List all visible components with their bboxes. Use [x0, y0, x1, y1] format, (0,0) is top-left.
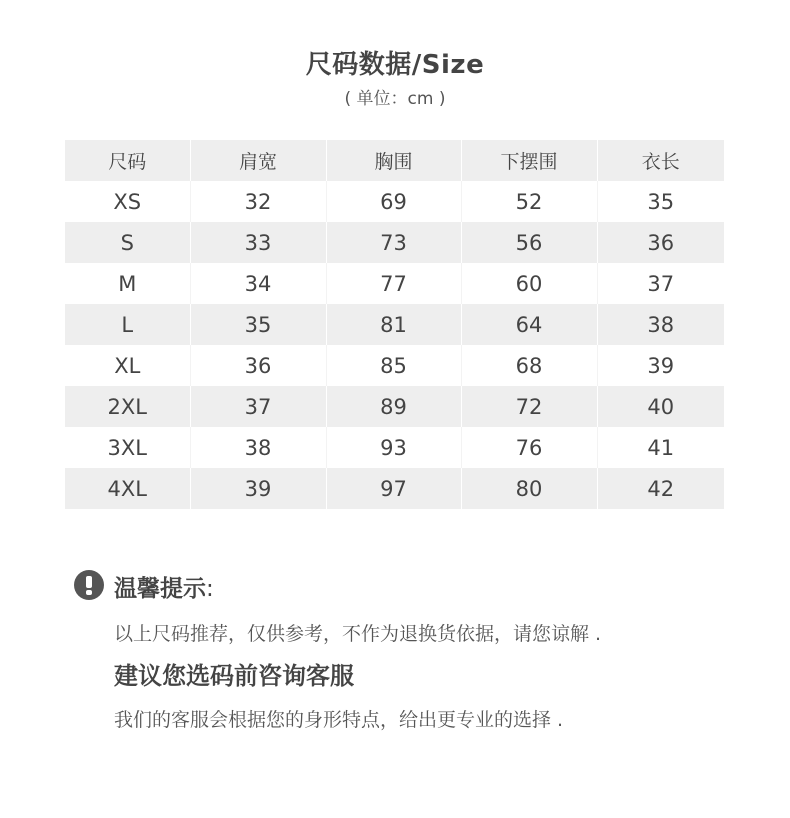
table-cell: 38 — [597, 304, 724, 345]
notice-line-1: 以上尺码推荐，仅供参考，不作为退换货依据，请您谅解 . — [114, 623, 602, 645]
table-cell: 42 — [597, 468, 724, 509]
size-table — [65, 140, 724, 509]
table-header-row — [65, 140, 724, 181]
table-cell: 4XL — [65, 468, 190, 509]
column-header-shoulder: 肩宽 — [190, 140, 326, 181]
table-row — [65, 304, 724, 345]
table-cell: 85 — [326, 345, 461, 386]
table-cell: 41 — [597, 427, 724, 468]
table-cell: L — [65, 304, 190, 345]
table-cell: 52 — [461, 181, 597, 222]
exclamation-bar — [86, 576, 92, 588]
notice-line-2: 建议您选码前咨询客服 — [114, 662, 354, 690]
table-cell: 35 — [190, 304, 326, 345]
table-cell: 89 — [326, 386, 461, 427]
column-header-length: 衣长 — [597, 140, 724, 181]
table-cell: 34 — [190, 263, 326, 304]
page-title: 尺码数据/Size — [305, 50, 485, 80]
table-row — [65, 345, 724, 386]
table-cell: M — [65, 263, 190, 304]
table-cell: 37 — [597, 263, 724, 304]
table-cell: 64 — [461, 304, 597, 345]
table-cell: 73 — [326, 222, 461, 263]
table-cell: 60 — [461, 263, 597, 304]
table-cell: 80 — [461, 468, 597, 509]
table-cell: 81 — [326, 304, 461, 345]
column-header-size: 尺码 — [65, 140, 190, 181]
table-cell: 93 — [326, 427, 461, 468]
unit-label: ( 单位：cm ) — [344, 89, 446, 109]
table-cell: 40 — [597, 386, 724, 427]
table-cell: XS — [65, 181, 190, 222]
table-cell: 56 — [461, 222, 597, 263]
table-cell: 35 — [597, 181, 724, 222]
table-cell: 39 — [597, 345, 724, 386]
table-cell: 32 — [190, 181, 326, 222]
table-row — [65, 263, 724, 304]
table-cell: 36 — [597, 222, 724, 263]
table-cell: 33 — [190, 222, 326, 263]
table-cell: 69 — [326, 181, 461, 222]
table-cell: 3XL — [65, 427, 190, 468]
table-cell: 76 — [461, 427, 597, 468]
table-cell: 36 — [190, 345, 326, 386]
exclamation-circle-icon — [74, 570, 104, 600]
notice-colon: : — [206, 576, 214, 602]
table-cell: 97 — [326, 468, 461, 509]
table-cell: 2XL — [65, 386, 190, 427]
table-row — [65, 427, 724, 468]
table-row — [65, 468, 724, 509]
table-cell: 77 — [326, 263, 461, 304]
notice-heading — [114, 570, 214, 603]
notice-line-3: 我们的客服会根据您的身形特点，给出更专业的选择 . — [114, 709, 564, 731]
table-cell: XL — [65, 345, 190, 386]
table-row — [65, 386, 724, 427]
exclamation-dot — [86, 590, 92, 595]
column-header-hem: 下摆围 — [461, 140, 597, 181]
notice-title: 温馨提示 — [114, 576, 206, 602]
table-row — [65, 181, 724, 222]
table-cell: 38 — [190, 427, 326, 468]
table-cell: 37 — [190, 386, 326, 427]
column-header-chest: 胸围 — [326, 140, 461, 181]
table-row — [65, 222, 724, 263]
table-cell: 72 — [461, 386, 597, 427]
table-cell: 68 — [461, 345, 597, 386]
table-cell: 39 — [190, 468, 326, 509]
table-cell: S — [65, 222, 190, 263]
